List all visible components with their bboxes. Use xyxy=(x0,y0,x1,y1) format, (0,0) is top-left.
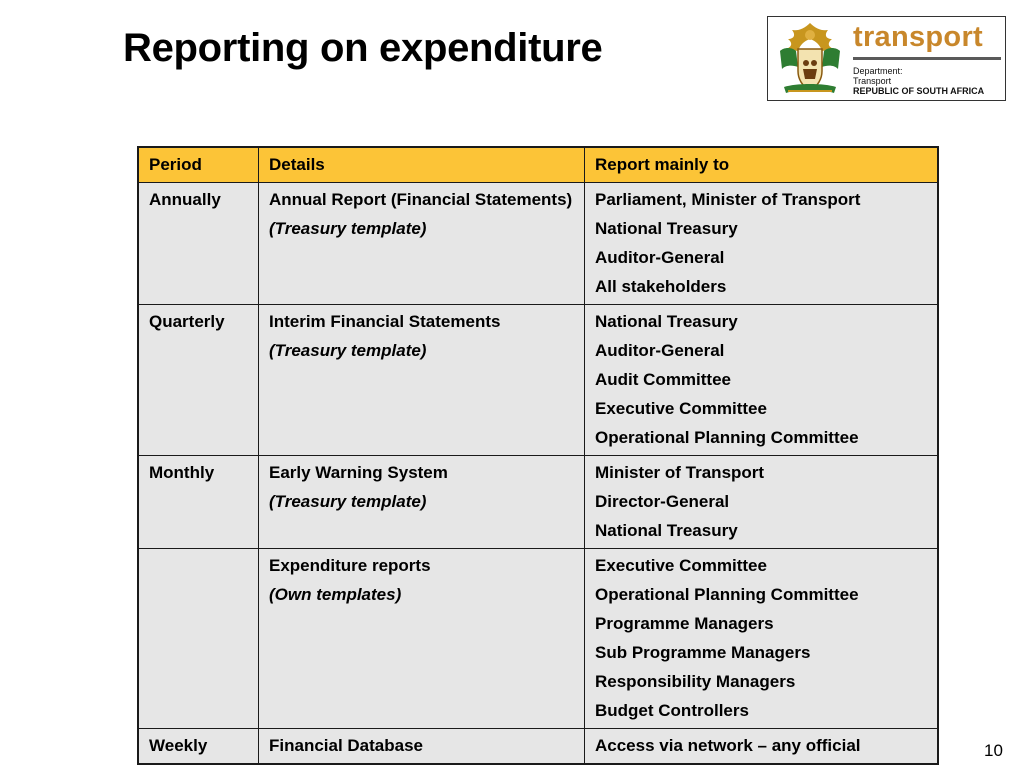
recipient: Director-General xyxy=(595,492,730,511)
page-number: 10 xyxy=(984,741,1003,760)
recipient: Operational Planning Committee xyxy=(595,428,859,447)
cell-report-to xyxy=(585,456,939,549)
cell-details xyxy=(259,549,585,729)
table-row xyxy=(138,183,938,305)
recipient: National Treasury xyxy=(595,312,738,331)
reporting-table xyxy=(137,146,939,765)
recipient: Auditor-General xyxy=(595,341,725,360)
recipient: National Treasury xyxy=(595,219,738,238)
header-report-to: Report mainly to xyxy=(585,147,939,183)
cell-period xyxy=(138,549,259,729)
recipient: Sub Programme Managers xyxy=(595,643,811,662)
cell-period: Monthly xyxy=(138,456,259,549)
cell-report-to xyxy=(585,549,939,729)
logo-wordmark: transport xyxy=(853,21,983,53)
table-row xyxy=(138,729,938,765)
logo-divider xyxy=(853,57,1001,60)
table-row xyxy=(138,305,938,456)
recipient: Operational Planning Committee xyxy=(595,585,859,604)
cell-period: Annually xyxy=(138,183,259,305)
cell-period: Quarterly xyxy=(138,305,259,456)
details-line: Early Warning System xyxy=(269,463,448,482)
cell-report-to xyxy=(585,729,939,765)
details-line: Expenditure reports xyxy=(269,556,431,575)
cell-details xyxy=(259,729,585,765)
details-template: (Treasury template) xyxy=(269,341,427,360)
recipient: Audit Committee xyxy=(595,370,731,389)
details-line: Interim Financial Statements xyxy=(269,312,501,331)
cell-report-to xyxy=(585,183,939,305)
details-template: (Treasury template) xyxy=(269,492,427,511)
table-row xyxy=(138,549,938,729)
cell-details xyxy=(259,456,585,549)
details-line: Annual Report (Financial Statements) xyxy=(269,190,573,209)
table-row xyxy=(138,456,938,549)
header-details: Details xyxy=(259,147,585,183)
cell-period: Weekly xyxy=(138,729,259,765)
coat-of-arms-icon xyxy=(774,21,846,97)
recipient: Auditor-General xyxy=(595,248,725,267)
cell-details xyxy=(259,305,585,456)
recipient: Programme Managers xyxy=(595,614,774,633)
department-logo xyxy=(767,16,1006,101)
recipient: Responsibility Managers xyxy=(595,672,796,691)
recipient: Access via network – any official xyxy=(595,736,861,755)
details-template: (Treasury template) xyxy=(269,219,427,238)
recipient: Minister of Transport xyxy=(595,463,765,482)
recipient: National Treasury xyxy=(595,521,738,540)
header-period: Period xyxy=(138,147,259,183)
cell-details xyxy=(259,183,585,305)
recipient: Parliament, Minister of Transport xyxy=(595,190,861,209)
recipient: Executive Committee xyxy=(595,399,767,418)
page-title: Reporting on expenditure xyxy=(123,26,603,70)
recipient: Budget Controllers xyxy=(595,701,749,720)
logo-line-republic: REPUBLIC OF SOUTH AFRICA xyxy=(853,86,985,96)
details-line: Financial Database xyxy=(269,736,424,755)
cell-report-to xyxy=(585,305,939,456)
table-header-row xyxy=(138,147,938,183)
recipient: Executive Committee xyxy=(595,556,767,575)
details-template: (Own templates) xyxy=(269,585,402,604)
logo-line-transport: Transport xyxy=(853,76,892,86)
logo-line-department: Department: xyxy=(853,66,903,76)
recipient: All stakeholders xyxy=(595,277,727,296)
